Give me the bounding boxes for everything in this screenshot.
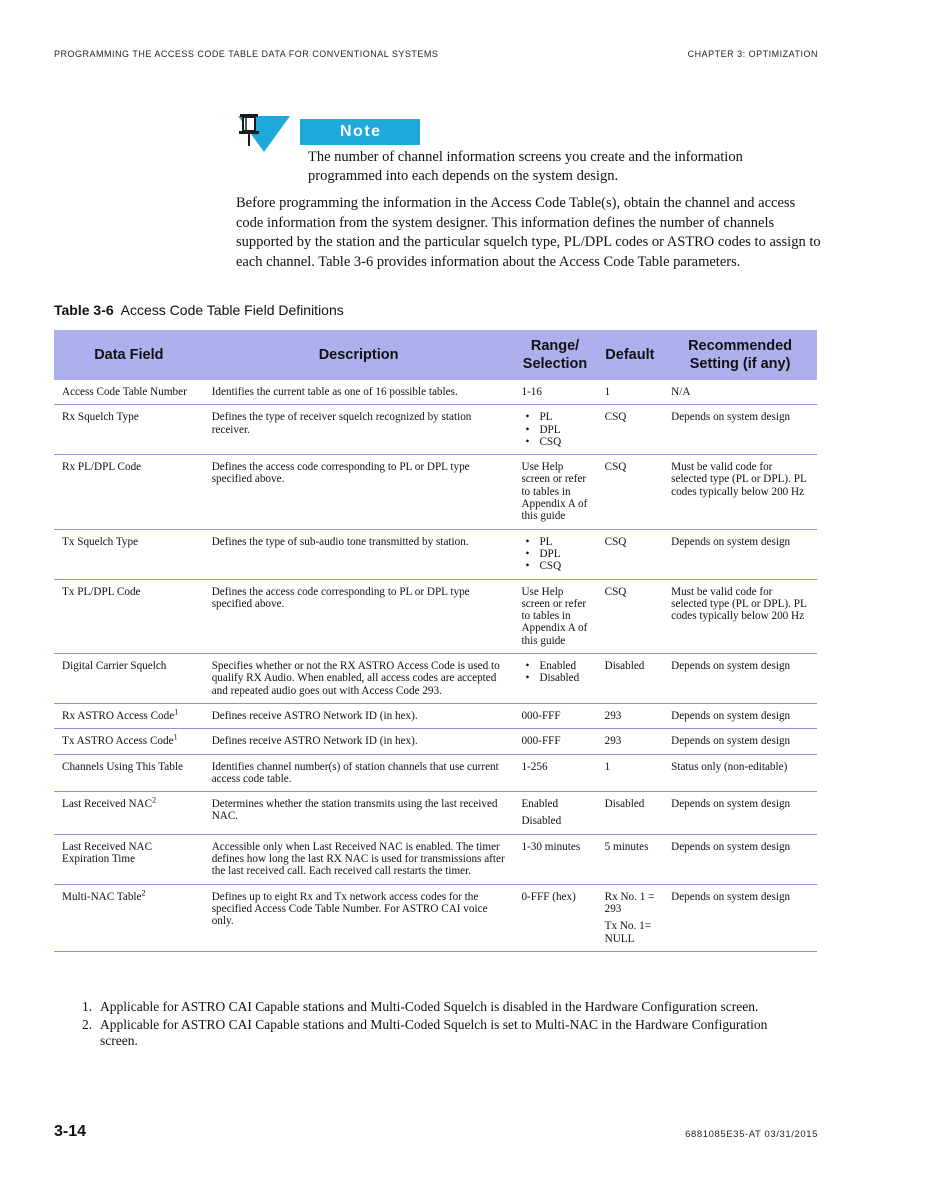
cell-data-field bbox=[54, 380, 204, 405]
table-row bbox=[54, 380, 817, 405]
range-value: Use Help screen or refer to tables in Appendix A of this guide bbox=[521, 585, 588, 647]
default-value: Rx No. 1 = 293 bbox=[604, 890, 655, 915]
cell-recommended: Depends on system design bbox=[663, 884, 817, 951]
table-row bbox=[54, 792, 817, 835]
range-option bbox=[521, 411, 590, 423]
range-options-list bbox=[521, 660, 590, 685]
cell-range bbox=[513, 754, 596, 792]
data-field-name: Rx Squelch Type bbox=[62, 411, 139, 424]
range-option bbox=[521, 536, 590, 548]
cell-recommended: N/A bbox=[663, 380, 817, 405]
access-code-table bbox=[54, 330, 817, 952]
range-option bbox=[521, 436, 590, 448]
cell-recommended: Depends on system design bbox=[663, 405, 817, 455]
table-row bbox=[54, 729, 817, 754]
cell-data-field bbox=[54, 729, 204, 754]
data-field-name: Tx Squelch Type bbox=[62, 535, 139, 548]
cell-recommended: Depends on system design bbox=[663, 654, 817, 704]
pushpin-icon bbox=[234, 112, 294, 154]
cell-data-field bbox=[54, 455, 204, 529]
cell-data-field bbox=[54, 884, 204, 951]
footnote bbox=[82, 1017, 802, 1050]
running-header-left: PROGRAMMING THE ACCESS CODE TABLE DATA FOR CONVENTIONAL SYSTEMS bbox=[54, 49, 439, 59]
cell-description: Defines receive ASTRO Network ID (in hex). bbox=[204, 729, 514, 754]
footnote-ref: 1 bbox=[174, 707, 179, 717]
cell-description: Defines receive ASTRO Network ID (in hex). bbox=[204, 703, 514, 728]
cell-data-field bbox=[54, 703, 204, 728]
range-option-label: CSQ bbox=[539, 560, 562, 573]
default-value: 293 bbox=[604, 735, 622, 748]
default-value: CSQ bbox=[604, 411, 627, 424]
cell-default bbox=[597, 380, 664, 405]
note-label: Note bbox=[300, 119, 420, 145]
cell-description: Identifies the current table as one of 16 possible tables. bbox=[204, 380, 514, 405]
cell-default bbox=[597, 792, 664, 835]
cell-data-field bbox=[54, 579, 204, 653]
data-field-name: Rx PL/DPL Code bbox=[62, 461, 142, 474]
note-text: The number of channel information screens you create and the information programmed into each depends on the system design. bbox=[308, 149, 743, 184]
table-row bbox=[54, 455, 817, 529]
cell-data-field bbox=[54, 754, 204, 792]
column-header: Description bbox=[204, 330, 514, 380]
range-value: Enabled bbox=[521, 798, 559, 811]
footnote-ref: 2 bbox=[152, 795, 157, 805]
cell-default bbox=[597, 455, 664, 529]
range-value: 1-30 minutes bbox=[521, 840, 581, 853]
range-value: Disabled bbox=[521, 815, 562, 828]
cell-range bbox=[513, 884, 596, 951]
cell-range bbox=[513, 729, 596, 754]
range-option bbox=[521, 660, 590, 672]
data-field-name: Tx PL/DPL Code bbox=[62, 585, 141, 598]
table-caption-number: Table 3-6 bbox=[54, 302, 114, 318]
cell-description: Identifies channel number(s) of station channels that use current access code table. bbox=[204, 754, 514, 792]
range-option-label: Disabled bbox=[539, 672, 580, 685]
cell-range bbox=[513, 703, 596, 728]
range-option-label: CSQ bbox=[539, 435, 562, 448]
default-value: 293 bbox=[604, 709, 622, 722]
cell-description: Specifies whether or not the RX ASTRO Access Code is used to qualify RX Audio. When enabled, all access codes are accepted and repeated audio goes out with Access Code 293. bbox=[204, 654, 514, 704]
cell-description: Accessible only when Last Received NAC is enabled. The timer defines how long the last RX NAC is used for transmissions after the last received call. Each received call restarts the timer. bbox=[204, 834, 514, 884]
data-field-name: Last Received NAC Expiration Time bbox=[62, 840, 153, 866]
data-field-name: Rx ASTRO Access Code bbox=[62, 709, 175, 722]
table-row bbox=[54, 529, 817, 579]
range-option bbox=[521, 672, 590, 684]
cell-recommended: Status only (non-editable) bbox=[663, 754, 817, 792]
data-field-name: Last Received NAC bbox=[62, 798, 153, 811]
table-row bbox=[54, 703, 817, 728]
cell-description: Defines the type of receiver squelch recognized by station receiver. bbox=[204, 405, 514, 455]
footnote-number: 2. bbox=[82, 1016, 93, 1032]
column-header: Default bbox=[597, 330, 664, 380]
table-row bbox=[54, 654, 817, 704]
table-row bbox=[54, 884, 817, 951]
cell-range bbox=[513, 405, 596, 455]
cell-description: Defines the access code corresponding to PL or DPL type specified above. bbox=[204, 455, 514, 529]
table-row bbox=[54, 754, 817, 792]
cell-recommended: Depends on system design bbox=[663, 729, 817, 754]
footnotes bbox=[82, 999, 802, 1051]
cell-data-field bbox=[54, 405, 204, 455]
cell-recommended: Must be valid code for selected type (PL or DPL). PL codes typically below 200 Hz bbox=[663, 455, 817, 529]
cell-default bbox=[597, 579, 664, 653]
default-value: 1 bbox=[604, 386, 611, 398]
range-option-label: Enabled bbox=[539, 660, 577, 673]
default-value: CSQ bbox=[604, 535, 627, 548]
footnote-number: 1. bbox=[82, 999, 93, 1014]
cell-default bbox=[597, 529, 664, 579]
range-option-label: PL bbox=[539, 411, 553, 424]
cell-description: Defines up to eight Rx and Tx network access codes for the specified Access Code Table Number. For ASTRO CAI voice only. bbox=[204, 884, 514, 951]
range-option bbox=[521, 560, 590, 572]
cell-range bbox=[513, 579, 596, 653]
document-id: 6881085E35-AT 03/31/2015 bbox=[685, 1129, 818, 1140]
default-value: CSQ bbox=[604, 461, 627, 474]
cell-default bbox=[597, 834, 664, 884]
cell-range bbox=[513, 529, 596, 579]
range-option-label: PL bbox=[539, 535, 553, 548]
cell-data-field bbox=[54, 834, 204, 884]
cell-range bbox=[513, 455, 596, 529]
cell-description: Defines the access code corresponding to PL or DPL type specified above. bbox=[204, 579, 514, 653]
cell-recommended: Must be valid code for selected type (PL or DPL). PL codes typically below 200 Hz bbox=[663, 579, 817, 653]
table-row bbox=[54, 405, 817, 455]
column-header: Recommended Setting (if any) bbox=[663, 330, 817, 380]
table-caption bbox=[54, 302, 344, 318]
cell-recommended: Depends on system design bbox=[663, 529, 817, 579]
footnote-text: Applicable for ASTRO CAI Capable stations and Multi-Coded Squelch is disabled in the Hardware Configuration screen. bbox=[100, 999, 759, 1014]
data-field-name: Channels Using This Table bbox=[62, 760, 183, 773]
cell-description: Defines the type of sub-audio tone transmitted by station. bbox=[204, 529, 514, 579]
footnote-ref: 1 bbox=[173, 732, 178, 742]
default-value: Disabled bbox=[604, 660, 645, 673]
cell-range bbox=[513, 792, 596, 835]
range-options-list bbox=[521, 536, 590, 573]
range-value: 1-16 bbox=[521, 386, 542, 398]
default-value: Tx No. 1= NULL bbox=[604, 920, 652, 945]
cell-default bbox=[597, 729, 664, 754]
cell-recommended: Depends on system design bbox=[663, 834, 817, 884]
table-row bbox=[54, 834, 817, 884]
cell-range bbox=[513, 380, 596, 405]
data-field-name: Multi-NAC Table bbox=[62, 890, 142, 903]
intro-paragraph: Before programming the information in the Access Code Table(s), obtain the channel and access code information from the system designer. This information defines the number of channels supported by the station and the particular squelch type, PL/DPL codes or ASTRO codes to assign to each channel. Table 3-6 provides information about the Access Code Table parameters. bbox=[236, 195, 821, 270]
cell-default bbox=[597, 884, 664, 951]
range-option-label: DPL bbox=[539, 423, 561, 436]
range-option bbox=[521, 548, 590, 560]
data-field-name: Digital Carrier Squelch bbox=[62, 660, 167, 673]
running-header-right: CHAPTER 3: OPTIMIZATION bbox=[687, 49, 818, 59]
data-field-name: Access Code Table Number bbox=[62, 386, 187, 398]
range-options-list bbox=[521, 411, 590, 448]
cell-default bbox=[597, 405, 664, 455]
cell-range bbox=[513, 654, 596, 704]
range-value: 000-FFF bbox=[521, 735, 561, 748]
cell-recommended: Depends on system design bbox=[663, 703, 817, 728]
default-value: 5 minutes bbox=[604, 840, 649, 853]
cell-data-field bbox=[54, 792, 204, 835]
default-value: CSQ bbox=[604, 585, 627, 598]
cell-default bbox=[597, 703, 664, 728]
range-value: 0-FFF (hex) bbox=[521, 890, 576, 903]
range-value: 1-256 bbox=[521, 760, 548, 773]
table-caption-title: Access Code Table Field Definitions bbox=[120, 302, 344, 318]
cell-default bbox=[597, 654, 664, 704]
cell-range bbox=[513, 834, 596, 884]
column-header: Data Field bbox=[54, 330, 204, 380]
table-row bbox=[54, 579, 817, 653]
footnote bbox=[82, 999, 802, 1016]
column-header: Range/ Selection bbox=[513, 330, 596, 380]
default-value: Disabled bbox=[604, 798, 645, 811]
range-option-label: DPL bbox=[539, 547, 561, 560]
range-value: 000-FFF bbox=[521, 709, 561, 722]
cell-default bbox=[597, 754, 664, 792]
range-value: Use Help screen or refer to tables in Appendix A of this guide bbox=[521, 461, 588, 523]
cell-description: Determines whether the station transmits using the last received NAC. bbox=[204, 792, 514, 835]
default-value: 1 bbox=[604, 760, 611, 773]
table-header-row bbox=[54, 330, 817, 380]
footnote-ref: 2 bbox=[141, 887, 146, 897]
cell-data-field bbox=[54, 654, 204, 704]
cell-data-field bbox=[54, 529, 204, 579]
cell-recommended: Depends on system design bbox=[663, 792, 817, 835]
footnote-text: Applicable for ASTRO CAI Capable stations and Multi-Coded Squelch is set to Multi-NAC in the Hardware Configuration screen. bbox=[100, 1016, 768, 1048]
range-option bbox=[521, 424, 590, 436]
data-field-name: Tx ASTRO Access Code bbox=[62, 735, 174, 748]
page-number: 3-14 bbox=[54, 1123, 87, 1140]
